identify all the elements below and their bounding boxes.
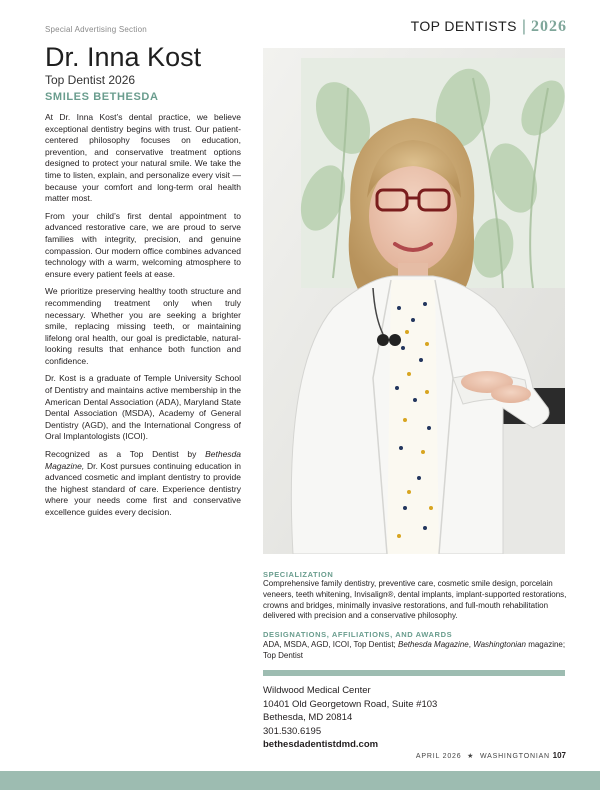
street-address: 10401 Old Georgetown Road, Suite #103 bbox=[263, 698, 438, 710]
designations-italic: Washingtonian bbox=[473, 640, 526, 649]
body-paragraph: We prioritize preserving healthy tooth structure and recommending treatment only when truly necessary. Whether you are seeking a brighter smile, replacing missing teeth, or maintaining lifelong oral health, our goal is predictable, natural-looking results that enhance both function and confidence. bbox=[45, 286, 241, 366]
dentist-subtitle: Top Dentist 2026 bbox=[45, 73, 136, 87]
dentist-photo bbox=[263, 48, 565, 554]
designations-text-run: , bbox=[468, 640, 474, 649]
header-year: 2026 bbox=[531, 18, 567, 35]
footer-issue: APRIL 2026 bbox=[415, 753, 462, 760]
designations-text-run: magazine; Top Dentist bbox=[263, 640, 566, 660]
divider-bar bbox=[263, 670, 565, 676]
specialization-text: Comprehensive family dentistry, preventive care, cosmetic smile design, porcelain veneers, teeth whitening, Invisalign®, dental implants, implant-supported restorations, crowns and bridges, minimally invasive restorations, and full-mouth rehabilitation delivered with precision and a conservative philosophy. bbox=[263, 579, 567, 621]
body-text-run: Recognized as a Top Dentist by bbox=[45, 449, 206, 460]
bottom-color-bar bbox=[0, 771, 600, 790]
phone-number[interactable]: 301.530.6195 bbox=[263, 725, 322, 737]
designations-heading: DESIGNATIONS, AFFILIATIONS, AND AWARDS bbox=[263, 630, 453, 639]
designations-text-run: ADA, MSDA, AGD, ICOI, Top Dentist; bbox=[263, 640, 399, 649]
body-paragraph bbox=[45, 449, 241, 519]
designations-italic: Bethesda Magazine bbox=[398, 640, 469, 649]
header-separator: | bbox=[521, 18, 526, 35]
designations-text bbox=[263, 640, 568, 662]
page-header bbox=[411, 18, 567, 36]
footer-magazine: WASHINGTONIAN bbox=[479, 753, 550, 760]
website-link[interactable]: bethesdadentistdmd.com bbox=[263, 739, 379, 751]
city-state-zip: Bethesda, MD 20814 bbox=[263, 712, 353, 724]
body-text-italic: Bethesda Magazine, bbox=[45, 449, 241, 471]
location-name: Wildwood Medical Center bbox=[263, 685, 371, 696]
body-paragraph: Dr. Kost is a graduate of Temple University School of Dentistry and maintains active membership in the American Dental Association (ADA), Maryland State Dental Association (MSDA), Academy of General Dentistry (AGD), and the International Congress of Oral Implantologists (ICOI). bbox=[45, 373, 241, 442]
page-footer bbox=[416, 751, 566, 760]
page-number: 107 bbox=[552, 751, 566, 760]
body-text bbox=[45, 112, 241, 525]
body-text-run: Dr. Kost pursues continuing education in advanced cosmetic and implant dentistry to provide the highest standard of care. Experience dentistry where your needs come first and conservative excellence guides every decision. bbox=[45, 460, 241, 517]
dentist-name: Dr. Inna Kost bbox=[45, 42, 202, 72]
star-icon: ★ bbox=[467, 753, 475, 760]
header-title: TOP DENTISTS bbox=[410, 18, 517, 34]
body-paragraph: From your child’s first dental appointment to advanced restorative care, we are proud to serve families with integrity, precision, and genuine compassion. Our modern office combines advanced technology with a warm, welcoming atmosphere to ensure every patient feels at ease. bbox=[45, 210, 241, 279]
body-paragraph: At Dr. Inna Kost’s dental practice, we believe exceptional dentistry begins with trust. Our patient-centered philosophy focuses on education, prevention, and conservative treatment options designed to protect your natural smile. We take the time to listen, explain, and personalize every visit — because your comfort and long-term oral health matter most. bbox=[45, 112, 241, 204]
specialization-heading: SPECIALIZATION bbox=[263, 570, 334, 579]
practice-name: SMILES BETHESDA bbox=[45, 91, 159, 103]
contact-block bbox=[263, 684, 437, 752]
section-label: Special Advertising Section bbox=[45, 25, 147, 34]
